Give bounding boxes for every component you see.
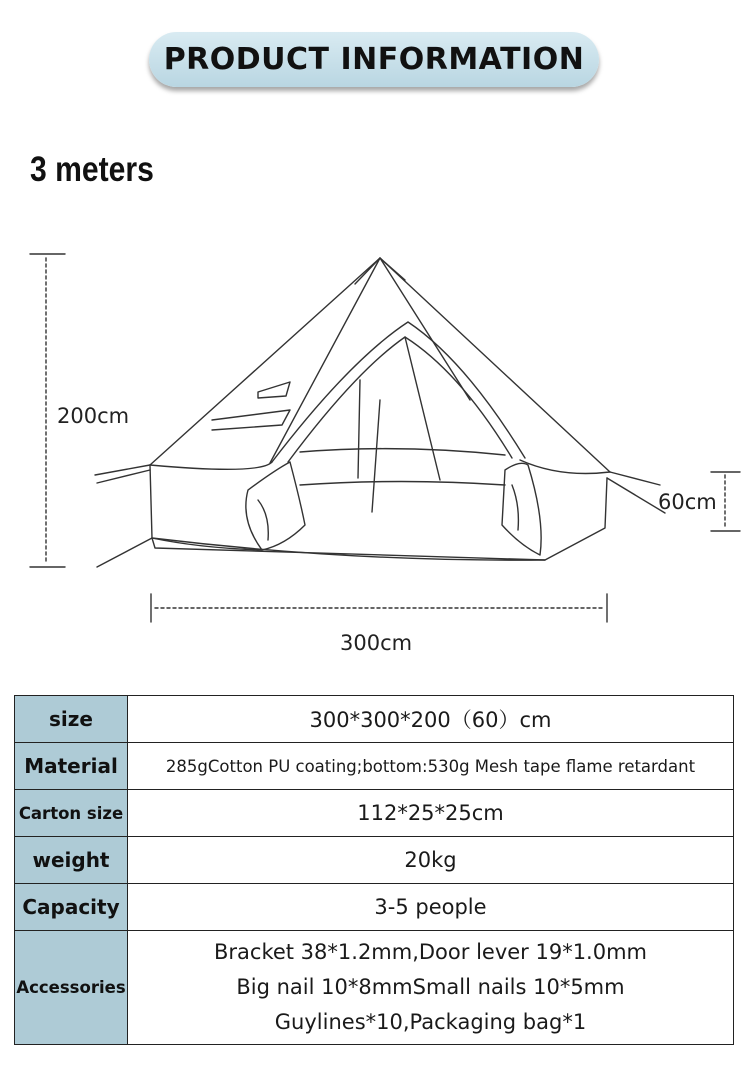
- table-row: [15, 790, 734, 837]
- table-row: [15, 837, 734, 884]
- tent-outline: [95, 258, 665, 567]
- table-row: [15, 743, 734, 790]
- tent-diagram: [0, 230, 750, 640]
- spec-key-carton-size: Carton size: [15, 790, 128, 837]
- width-label: 300cm: [340, 631, 413, 655]
- accessories-line: Big nail 10*8mmSmall nails 10*5mm: [236, 975, 625, 999]
- spec-key-material: Material: [15, 743, 128, 790]
- wall-height-label: 60cm: [658, 490, 717, 514]
- width-dimension-line: [151, 594, 607, 622]
- accessories-line: Guylines*10,Packaging bag*1: [274, 1010, 587, 1034]
- spec-key-capacity: Capacity: [15, 884, 128, 931]
- table-row: [15, 931, 734, 1045]
- spec-key-size: size: [15, 696, 128, 743]
- product-information-banner: [149, 32, 599, 87]
- spec-key-accessories: Accessories: [15, 931, 128, 1045]
- spec-value-weight: 20kg: [128, 837, 734, 884]
- spec-value-capacity: 3-5 people: [128, 884, 734, 931]
- spec-value-accessories: [128, 931, 734, 1045]
- spec-value-material: 285gCotton PU coating;bottom:530g Mesh tape flame retardant: [128, 743, 734, 790]
- table-row: [15, 696, 734, 743]
- table-row: [15, 884, 734, 931]
- spec-key-weight: weight: [15, 837, 128, 884]
- specification-table: [14, 695, 734, 1045]
- height-label: 200cm: [57, 404, 130, 428]
- size-heading: 3 meters: [30, 150, 154, 189]
- spec-value-size: 300*300*200（60）cm: [128, 696, 734, 743]
- spec-value-carton-size: 112*25*25cm: [128, 790, 734, 837]
- banner-title: PRODUCT INFORMATION: [163, 42, 585, 77]
- accessories-line: Bracket 38*1.2mm,Door lever 19*1.0mm: [213, 940, 648, 964]
